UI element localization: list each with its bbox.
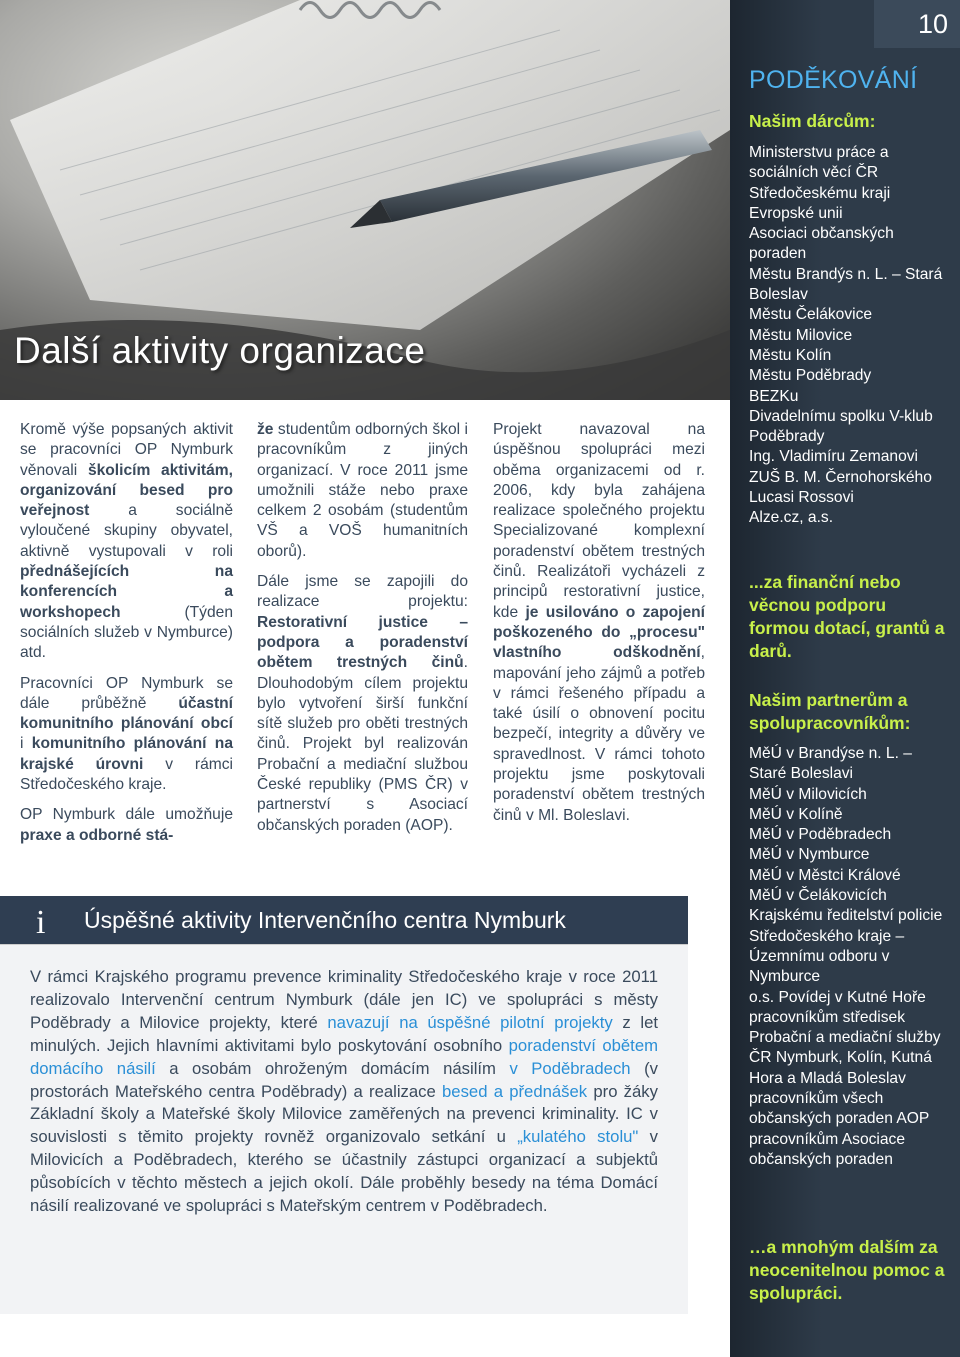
list-item: Asociaci občanských poraden [749,225,894,263]
text-run: z let minulých. Jejich hlavními aktivitami bylo poskytování osobního [30,1012,658,1055]
list-item: MěÚ v Milovicích [749,785,867,803]
list-item: ZUŠ B. M. Černohorského [749,468,932,486]
section-title: Úspěšné aktivity Intervenčního centra Nymburk [84,907,566,933]
partners-list [749,744,949,1170]
text-run-bold: Restorativní justice – podpora a poradenství obětem trestných činů [257,613,468,672]
text-run: i [20,735,32,753]
list-item: Ing. Vladimíru Zemanovi [749,448,919,466]
text-run-bold: účastní komunitního plánování obcí [20,694,233,733]
text-run: Pracovníci OP Nymburk se dále průběžně [20,674,233,712]
text-run-bold: praxe a odborné stá- [20,826,174,844]
list-item: Středočeskému kraji [749,184,891,202]
text-run: pro žáky Základní školy a Mateřské školy Milovice zaměřených na prevenci kriminality. IC v souvislosti s těmito projekty rovněž organizovalo setkání u [30,1081,658,1147]
list-item: pracovníkům všech občanských poraden AOP [749,1090,930,1128]
text-run-bold: komunitního plánování na krajské úrovni [20,735,233,773]
sidebar-title: PODĚKOVÁNÍ [749,66,918,94]
list-item: MěÚ v Nymburce [749,846,870,864]
text-run: a sociálně vyloučené skupiny obyvatel, aktivně vystupovali v roli [20,502,233,560]
list-item: Městu Milovice [749,326,853,344]
section-body [30,966,658,1218]
text-run-bold: přednášejících na konferencích a workshopech [20,563,233,621]
info-icon: i [36,904,46,941]
text-run: studentům odborných škol i pracovníkům z jiných organizací. V roce 2011 jsme umožnili stáže nebo praxe celkem 2 osobám (studentům VŠ a VOŠ humanitních oborů). [257,421,468,560]
partners-heading: Našim partnerům a spolupracovníkům: [749,690,911,733]
text-run: , mapování jeho zájmů a potřeb v rámci řešeného případu a také úsilí o obnovení pocitu bezpečí, integrity a důvěry ve spravedlnost. V rámci tohoto projektu jsme poskytovali poradenství obětem trestných činů v Ml. Boleslavi. [493,644,705,824]
text-run: Dále jsme se zapojili do realizace projektu: [257,573,468,611]
highlight-text: „kulatého stolu" [517,1127,639,1147]
paragraph [257,420,468,562]
donors-heading: Našim dárcům: [749,111,876,131]
final-note: …a mnohým dalším za neocenitelnou pomoc a spolupráci. [749,1237,945,1303]
donors-note: ...za finanční nebo věcnou podporu formou dotací, grantů a darů. [749,572,945,661]
paragraph [493,420,705,826]
paragraph [20,420,233,664]
paragraph [257,572,468,836]
list-item: o.s. Povídej v Kutné Hoře [749,988,926,1006]
text-column-1 [20,420,233,856]
list-item: Městu Poděbrady [749,367,872,385]
list-item: Ministerstvu práce a sociálních věcí ČR [749,144,889,182]
page-title: Další aktivity organizace [14,330,426,371]
hero-image [0,0,730,400]
list-item: MěÚ v Čelákovicích [749,887,887,905]
list-item: Krajskému ředitelství policie Středočeského kraje – Územnímu odboru v Nymburce [749,907,943,986]
list-item: Lucasi Rossovi [749,489,854,507]
list-item: Divadelnímu spolku V-klub Poděbrady [749,407,933,446]
text-run: Kromě výše popsaných aktivit se pracovníci OP Nymburk věnovali [20,421,233,479]
list-item: MěÚ v Kolíně [749,805,843,823]
list-item: MěÚ v Městci Králové [749,866,901,884]
donors-list [749,143,949,529]
list-item: pracovníkům Asociace občanských poraden [749,1130,906,1168]
list-item: Městu Brandýs n. L. – Stará Boleslav [749,265,943,304]
list-item: Alze.cz, a.s. [749,509,834,527]
text-column-3 [493,420,705,836]
text-run: OP Nymburk dále umožňuje [20,806,233,824]
page-number: 10 [918,9,949,39]
list-item: MěÚ v Poděbradech [749,826,892,844]
text-run: . Dlouhodobým cílem projektu bylo vytvoření širší funkční sítě služeb pro oběti trestných činů. Projekt byl realizován Probační a mediační službou České republiky (PMS ČR) v partnerství s Asociací občanských poraden (AOP). [257,654,468,834]
text-run-bold: že [257,421,274,438]
text-run: a osobám ohroženým domácím násilím [155,1058,510,1078]
highlight-text: v Poděbradech [509,1058,631,1078]
text-run-bold: je usilováno o zapojení poškozeného do „procesu" vlastního odškodnění [493,603,705,662]
text-run: (Týden sociálních služeb v Nymburce) atd. [20,603,233,662]
highlight-text: besed a přednášek [442,1081,588,1101]
list-item: BEZKu [749,387,799,405]
text-run: Projekt navazoval na úspěšnou spolupráci mezi oběma organizacemi od r. 2006, kdy byla zahájena realizace společného projektu Specializované komplexní poradenství obětem trestných činů. Realizátoři vycházeli z principů restorativní justice, kde [493,421,705,621]
highlight-text: navazují na úspěšné pilotní projekty [327,1012,613,1032]
paragraph [20,674,233,796]
list-item: MěÚ v Brandýse n. L. – Staré Boleslavi [749,745,912,783]
text-run: v rámci Středočeského kraje. [20,755,234,794]
list-item: Městu Kolín [749,346,832,364]
text-run-bold: školicím aktivitám, organizování besed pro veřejnost [20,461,233,520]
text-run: v Milovicích a Poděbradech, kterého se účastnily zástupci organizací a subjektů působících v těchto městech a jejich okolí. Dále proběhly besedy na téma Domácí násilí realizované ve spolupráci s Mateřským centrem v Poděbradech. [30,1127,658,1216]
paragraph [20,805,233,846]
text-column-2 [257,420,468,846]
text-run: V rámci Krajského programu prevence kriminality Středočeského kraje v roce 2011 realizovalo Intervenční centrum Nymburk (dále jen IC) ve spolupráci s městy Poděbrady a Milovice projekty, které [30,967,658,1032]
highlight-text: poradenství obětem domácího násilí [30,1035,658,1078]
text-run: (v prostorách Mateřského centra Poděbrady) a realizace [30,1058,658,1101]
list-item: Evropské unii [749,204,843,222]
list-item: Městu Čelákovice [749,306,873,324]
list-item: pracovníkům středisek Probační a mediační služby ČR Nymburk, Kolín, Kutná Hora a Mladá Boleslav [749,1008,941,1087]
